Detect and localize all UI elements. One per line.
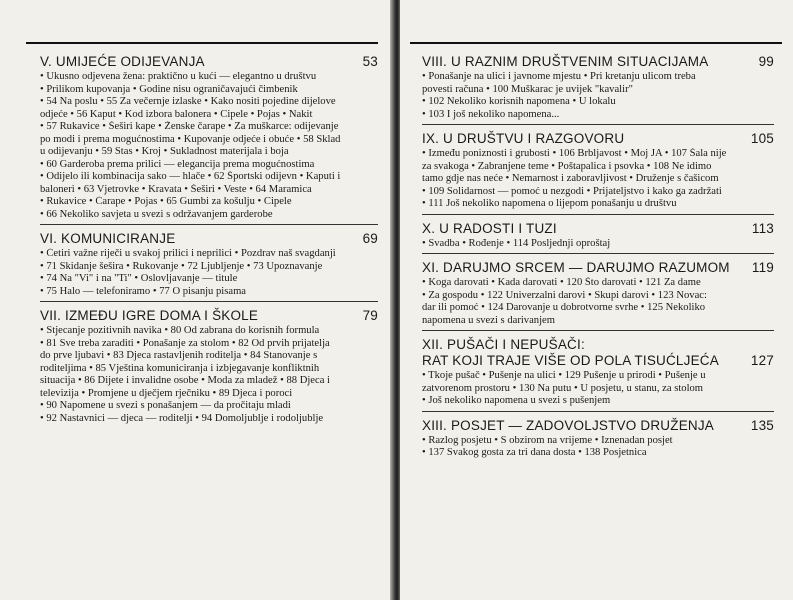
- toc-entry-line: situacija • 86 Dijete i invalidne osobe • Moda za mladež • 88 Djeca i: [40, 375, 331, 386]
- toc-entry-line: zatvorenom prostoru • 130 Na putu • U posjetu, u stanu, za stolom: [422, 382, 704, 394]
- toc-entry-line: napomena u svezi s darivanjem: [422, 314, 555, 326]
- toc-entry-line: • Još nekoliko napomena u svezi s pušenjem: [422, 395, 611, 406]
- section-heading: [422, 418, 774, 434]
- toc-entry-line: • 109 Solidarnost — pomoć u nezgodi • Prijateljstvo i kako ga zadržati: [422, 185, 722, 197]
- section-title: VIII. U RAZNIM DRUŠTVENIM SITUACIJAMA: [422, 54, 709, 69]
- toc-entry-line: roditeljima • 85 Vještina komuniciranja i izbjegavanje konfliktnih: [40, 362, 320, 374]
- toc-section: [40, 54, 378, 225]
- toc-entry-line: • Ponašanje na ulici i javnome mjestu • Pri kretanju ulicom treba: [422, 71, 696, 82]
- section-title: VI. KOMUNICIRANJE: [40, 231, 176, 246]
- toc-entry-line: • Razlog posjetu • S obzirom na vrijeme • Iznenadan posjet: [422, 434, 673, 446]
- section-page-number: 135: [750, 417, 774, 433]
- section-heading: [40, 308, 378, 324]
- left-toc-column: [40, 48, 378, 432]
- top-rule: [26, 42, 378, 44]
- section-heading: [422, 260, 774, 276]
- toc-entry-line: • Prilikom kupovanja • Godine nisu ograničavajući čimbenik: [40, 83, 298, 95]
- section-title: VII. IZMEĐU IGRE DOMA I ŠKOLE: [40, 308, 259, 323]
- toc-entry-line: • Tkoje pušač • Pušenje na ulici • 129 Pušenje u prirodi • Pušenje u: [422, 370, 706, 381]
- section-page-number: 69: [362, 231, 378, 246]
- section-title: XIII. POSJET — ZADOVOLJSTVO DRUŽENJA: [422, 417, 714, 433]
- toc-entry-line: dar ili pomoć • 124 Darovanje u dobrotvorne svrhe • 125 Nekoliko: [422, 302, 706, 313]
- section-page-number: 113: [751, 220, 774, 236]
- toc-section: [422, 337, 774, 412]
- section-page-number: 127: [750, 353, 774, 368]
- toc-entry-line: • Stjecanje pozitivnih navika • 80 Od zabrana do korisnih formula: [40, 325, 320, 336]
- toc-entry-line: • 137 Svakog gosta za tri dana dosta • 138 Posjetnica: [422, 447, 647, 458]
- section-title: V. UMIJEĆE ODIJEVANJA: [40, 54, 205, 69]
- toc-entry-line: • 66 Nekoliko savjeta u svezi s održavanjem garderobe: [40, 208, 273, 220]
- toc-entry-line: do prve ljubavi • 83 Djeca rastavljenih roditelja • 84 Stanovanje s: [40, 350, 318, 361]
- section-heading: [40, 54, 378, 70]
- section-heading: [422, 221, 774, 237]
- section-page-number: 105: [750, 131, 774, 146]
- toc-entry-line: • 57 Rukavice • Šeširi kape • Ženske čarape • Za muškarce: odijevanje: [40, 121, 339, 132]
- right-toc-column: [422, 48, 774, 467]
- toc-entry-line: • 60 Garderoba prema prilici — elegancija prema mogućnostima: [40, 158, 315, 170]
- toc-section: [422, 54, 774, 125]
- toc-entry-line: • Odijelo ili kombinacija sako — hlače • 62 Športski odijevn • Kaputi i: [40, 171, 341, 182]
- toc-entry-line: tamo gdje nas neće • Nemarnost i zaboravljivost • Druženje s čašicom: [422, 173, 719, 184]
- toc-section: [40, 231, 378, 302]
- section-title: XII. PUŠAČI I NEPUŠAČI: RAT KOJI TRAJE VIŠE OD POLA TISUĆLJEĆA: [422, 337, 719, 368]
- toc-entry-line: • Svadba • Rođenje • 114 Posljednji oproštaj: [422, 237, 611, 249]
- section-heading: [422, 54, 774, 70]
- toc-entry-line: odjeće • 56 Kaput • Kod izbora balonera • Cipele • Pojas • Nakit: [40, 108, 313, 120]
- toc-entry-line: • Rukavice • Čarape • Pojas • 65 Gumbi za košulju • Cipele: [40, 196, 292, 207]
- toc-entry-line: • 103 I još nekoliko napomena...: [422, 108, 560, 120]
- toc-entry-line: • 102 Nekoliko korisnih napomena • U lokalu: [422, 96, 616, 107]
- section-heading: [422, 131, 774, 147]
- toc-section: [422, 131, 774, 215]
- toc-entry-line: • 81 Sve treba zaraditi • Ponašanje za stolom • 82 Od prvih prijatelja: [40, 337, 330, 349]
- right-page: [400, 0, 793, 600]
- toc-entry-line: • 111 Još nekoliko napomena o lijepom ponašanju u društvu: [422, 198, 677, 209]
- toc-entry-line: • Četiri važne riječi u svakoj prilici i neprilici • Pozdrav naš svagdanji: [40, 248, 336, 259]
- toc-entry-line: • Ukusno odjevena žena: praktično u kući — elegantno u društvu: [40, 71, 317, 82]
- toc-entry-line: • 90 Napomene u svezi s ponašanjem — da pročitaju mladi: [40, 400, 291, 411]
- section-page-number: 99: [758, 54, 774, 69]
- section-page-number: 119: [751, 260, 774, 275]
- section-title: X. U RADOSTI I TUZI: [422, 220, 557, 236]
- toc-entry-line: po modi i prema mogućnostima • Kupovanje odjeće i obuće • 58 Sklad: [40, 133, 341, 145]
- toc-entry-line: • Između poniznosti i grubosti • 106 Brbljavost • Moj JA • 107 Šala nije: [422, 148, 727, 159]
- toc-entry-line: televizija • Promjene u dječjem rječniku • 89 Djeca i poroci: [40, 387, 293, 399]
- toc-entry-line: • 54 Na poslu • 55 Za večernje izlaske • Kako nositi pojedine dijelove: [40, 96, 336, 107]
- section-page-number: 53: [362, 54, 378, 69]
- top-rule: [410, 42, 782, 44]
- section-title: XI. DARUJMO SRCEM — DARUJMO RAZUMOM: [422, 260, 730, 275]
- toc-entry-line: • Koga darovati • Kada darovati • 120 Što darovati • 121 Za dame: [422, 277, 701, 288]
- toc-entry-line: za svakoga • Zabranjene teme • Poštapalica i psovka • 108 Ne idimo: [422, 160, 712, 172]
- toc-entry-line: • Za gospodu • 122 Univerzalni darovi • Skupi darovi • 123 Novac:: [422, 289, 707, 301]
- section-heading: [40, 231, 378, 247]
- toc-section: [40, 308, 378, 428]
- toc-entry-line: povesti računa • 100 Muškarac je uvijek "kavalir": [422, 83, 633, 95]
- toc-entry-line: • 75 Halo — telefoniramo • 77 O pisanju pisama: [40, 285, 247, 297]
- section-heading: [422, 337, 774, 369]
- toc-entry-line: u odijevanju • 59 Stas • Kroj • Sukladnost materijala i boja: [40, 146, 289, 157]
- toc-entry-line: baloneri • 63 Vjetrovke • Kravata • Šeširi • Veste • 64 Maramica: [40, 183, 312, 195]
- toc-entry-line: • 74 Na "Vi" i na "Ti" • Oslovljavanje — titule: [40, 273, 238, 284]
- left-page: [0, 0, 392, 600]
- section-title: IX. U DRUŠTVU I RAZGOVORU: [422, 131, 625, 146]
- toc-entry-line: • 71 Skidanje šešira • Rukovanje • 72 Ljubljenje • 73 Upoznavanje: [40, 260, 323, 272]
- toc-section: [422, 260, 774, 331]
- toc-section: [422, 418, 774, 463]
- section-page-number: 79: [362, 308, 378, 323]
- toc-entry-line: • 92 Nastavnici — djeca — roditelji • 94 Domoljublje i rodoljublje: [40, 412, 324, 424]
- toc-section: [422, 221, 774, 255]
